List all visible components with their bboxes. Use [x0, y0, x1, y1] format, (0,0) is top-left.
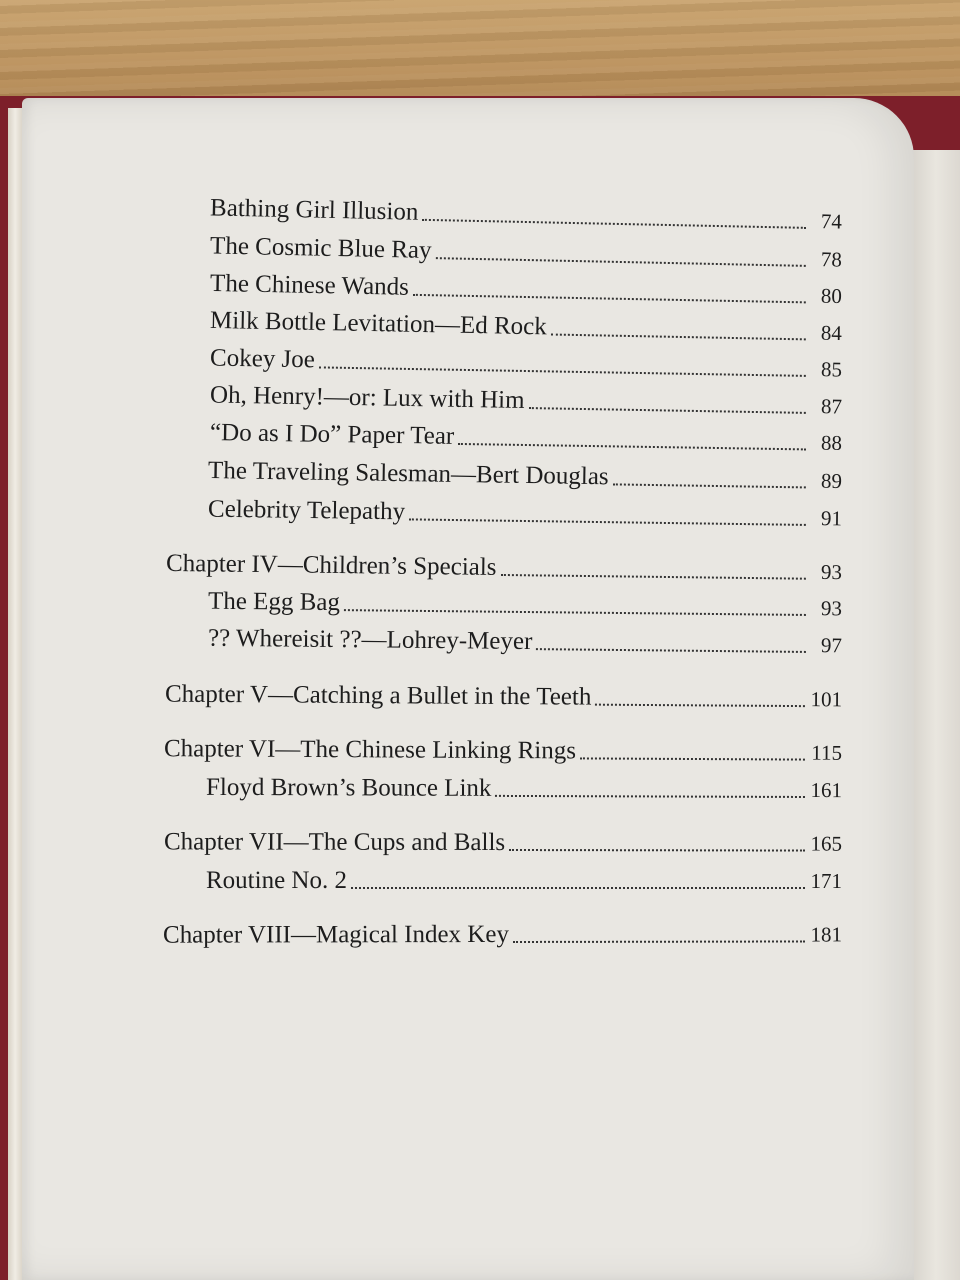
toc-entry-title: Chapter VI—The Chinese Linking Rings	[163, 735, 577, 765]
toc-entry-page: 161	[810, 778, 843, 803]
dot-leader	[435, 255, 806, 267]
dot-leader	[409, 516, 806, 526]
toc-entry-page: 97	[820, 633, 843, 658]
dot-leader	[413, 292, 806, 304]
toc-entry-page: 91	[820, 506, 843, 531]
toc-entry-page: 78	[820, 247, 843, 272]
toc-chapter-entry	[164, 734, 842, 768]
toc-entry	[208, 495, 842, 534]
toc-entry	[210, 306, 842, 348]
toc-entry-page: 89	[820, 468, 843, 493]
dot-leader	[580, 755, 805, 760]
toc-entry-page: 80	[820, 283, 843, 309]
toc-entry	[208, 456, 842, 496]
dot-leader	[319, 364, 806, 377]
dot-leader	[528, 405, 805, 414]
toc-entry-title: Oh, Henry!—or: Lux with Him	[209, 381, 525, 414]
toc-entry-title: ?? Whereisit ??—Lohrey-Meyer	[207, 624, 533, 656]
dot-leader	[536, 646, 806, 653]
toc-entry	[210, 231, 842, 274]
toc-entry	[210, 269, 842, 311]
toc-entry-page: 165	[810, 831, 843, 856]
toc-entry-title: Floyd Brown’s Bounce Link	[205, 773, 492, 802]
toc-entry-title: Cokey Joe	[209, 344, 316, 374]
toc-entry	[206, 773, 842, 805]
toc-entry-title: Chapter V—Catching a Bullet in the Teeth	[164, 680, 592, 711]
toc-entry	[208, 587, 842, 624]
toc-entry-title: Chapter VIII—Magical Index Key	[162, 920, 509, 949]
toc-entry	[206, 866, 842, 896]
toc-entry-title: Chapter IV—Children’s Specials	[165, 549, 497, 581]
table-of-contents	[22, 98, 914, 1280]
toc-entry-title: The Cosmic Blue Ray	[209, 232, 432, 265]
toc-entry-page: 171	[810, 869, 842, 893]
toc-entry-page: 88	[820, 430, 843, 455]
toc-entry-title: The Traveling Salesman—Bert Douglas	[207, 457, 609, 491]
dot-leader	[613, 481, 806, 488]
toc-entry-page: 93	[820, 596, 843, 621]
toc-chapter-entry	[163, 919, 842, 950]
toc-entry	[210, 418, 842, 458]
toc-entry-title: Bathing Girl Illusion	[209, 194, 419, 226]
toc-chapter-entry	[166, 549, 842, 587]
toc-entry	[210, 380, 842, 421]
dot-leader	[509, 847, 804, 852]
toc-entry-title: Chapter VII—The Cups and Balls	[163, 828, 506, 857]
toc-entry-page: 87	[820, 394, 843, 419]
dot-leader	[513, 938, 805, 943]
dot-leader	[351, 885, 805, 889]
toc-entry-page: 74	[820, 209, 843, 234]
toc-entry-page: 115	[811, 740, 843, 765]
toc-entry-page: 93	[820, 559, 843, 585]
toc-entry-title: “Do as I Do” Paper Tear	[209, 419, 455, 450]
toc-entry	[210, 193, 842, 236]
toc-entry-title: The Egg Bag	[207, 587, 341, 617]
toc-chapter-entry	[164, 827, 842, 858]
dot-leader	[500, 572, 806, 580]
dot-leader	[422, 217, 806, 229]
toc-entry-page: 101	[810, 687, 843, 712]
toc-entry	[210, 343, 842, 384]
toc-entry-title: Celebrity Telepathy	[207, 495, 406, 526]
book-page	[22, 98, 914, 1280]
toc-chapter-entry	[165, 680, 842, 715]
dot-leader	[551, 331, 806, 340]
toc-entry-page: 84	[820, 320, 843, 346]
toc-entry-title: The Chinese Wands	[209, 269, 410, 301]
dot-leader	[595, 702, 804, 707]
toc-entry-page: 181	[810, 922, 843, 947]
dot-leader	[344, 607, 806, 616]
dot-leader	[458, 441, 806, 450]
toc-entry-title: Milk Bottle Levitation—Ed Rock	[209, 306, 548, 341]
toc-entry-page: 85	[820, 357, 843, 382]
toc-entry	[208, 624, 842, 661]
toc-entry-title: Routine No. 2	[206, 867, 347, 894]
dot-leader	[495, 793, 804, 798]
